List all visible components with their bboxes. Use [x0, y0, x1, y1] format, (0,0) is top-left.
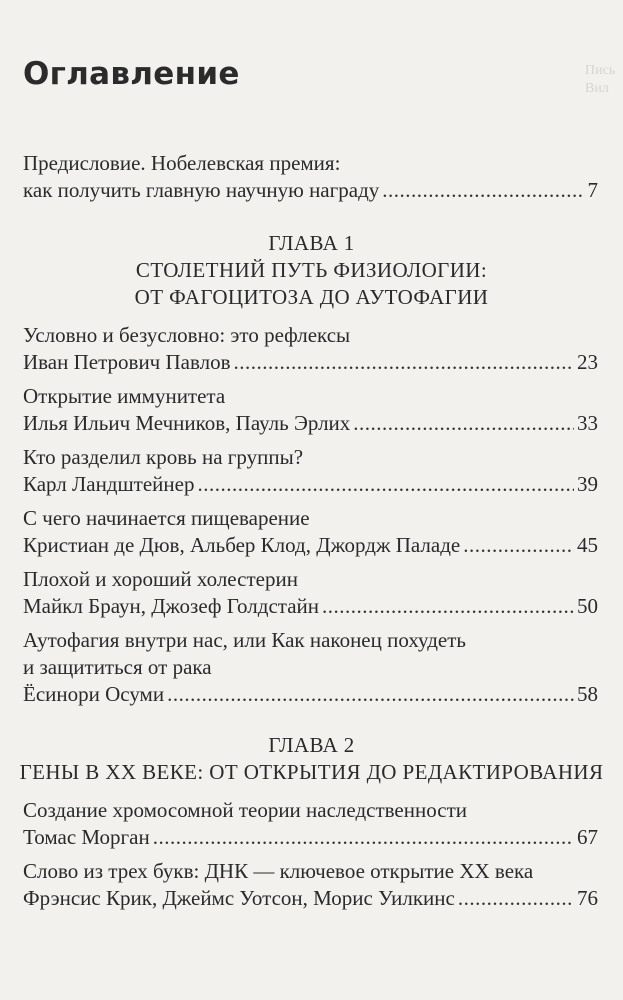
- entry-author: Кристиан де Дюв, Альбер Клод, Джордж Паладе: [23, 533, 461, 557]
- entry-title: Аутофагия внутри нас, или Как наконец похудеть: [23, 628, 466, 652]
- entry-author: Фрэнсис Крик, Джеймс Уотсон, Морис Уилкинс: [23, 886, 455, 910]
- leader-dots: [197, 471, 574, 498]
- chapter-1-title-line: СТОЛЕТНИЙ ПУТЬ ФИЗИОЛОГИИ:: [135, 258, 488, 282]
- toc-entry[interactable]: [23, 505, 598, 559]
- leader-dots: [353, 410, 574, 437]
- entry-title: Кто разделил кровь на группы?: [23, 445, 304, 469]
- toc-entry[interactable]: [23, 858, 598, 912]
- entry-author: Илья Ильич Мечников, Пауль Эрлих: [23, 411, 351, 435]
- entry-title: Открытие иммунитета: [23, 384, 226, 408]
- entry-title: Плохой и хороший холестерин: [23, 567, 298, 591]
- ghost-line: Пись: [585, 63, 616, 78]
- chapter-2-label: ГЛАВА 2: [268, 733, 355, 757]
- entry-author: Карл Ландштейнер: [23, 472, 195, 496]
- page-number: 7: [587, 178, 598, 202]
- entry-subtitle: как получить главную научную награду: [23, 178, 380, 202]
- leader-dots: [322, 593, 574, 620]
- page-number: 67: [577, 825, 598, 849]
- page-number: 58: [577, 682, 598, 706]
- toc-entry[interactable]: [23, 444, 598, 498]
- page-number: 76: [577, 886, 598, 910]
- leader-dots: [458, 885, 574, 912]
- leader-dots: [153, 824, 574, 851]
- leader-dots: [234, 349, 574, 376]
- chapter-1-label: ГЛАВА 1: [268, 231, 355, 255]
- leader-dots: [382, 177, 584, 204]
- page-number: 23: [577, 350, 598, 374]
- toc-entry[interactable]: [23, 383, 598, 437]
- bleed-through-text: [585, 62, 617, 98]
- leader-dots: [463, 532, 574, 559]
- leader-dots: [167, 681, 574, 708]
- ghost-line: Вил: [585, 81, 609, 96]
- page-number: 45: [577, 533, 598, 557]
- toc-entry[interactable]: [23, 627, 598, 708]
- page-title: Оглавление: [23, 56, 240, 92]
- entry-title: Предисловие. Нобелевская премия:: [23, 151, 341, 175]
- entry-author: Майкл Браун, Джозеф Голдстайн: [23, 594, 319, 618]
- entry-title: Слово из трех букв: ДНК — ключевое открытие XX века: [23, 859, 534, 883]
- chapter-2-title-line: ГЕНЫ В XX ВЕКЕ: ОТ ОТКРЫТИЯ ДО РЕДАКТИРОВАНИЯ: [19, 760, 604, 784]
- entry-title: Условно и безусловно: это рефлексы: [23, 323, 351, 347]
- toc-entry[interactable]: [23, 797, 598, 851]
- toc-entry[interactable]: [23, 322, 598, 376]
- entry-title: и защититься от рака: [23, 655, 212, 679]
- entry-title: С чего начинается пищеварение: [23, 506, 310, 530]
- page-number: 50: [577, 594, 598, 618]
- entry-author: Ёсинори Осуми: [23, 682, 165, 706]
- toc-entry[interactable]: [23, 566, 598, 620]
- entry-author: Томас Морган: [23, 825, 150, 849]
- chapter-1-title-line: ОТ ФАГОЦИТОЗА ДО АУТОФАГИИ: [134, 285, 489, 309]
- page-number: 33: [577, 411, 598, 435]
- toc-entry-preface[interactable]: [23, 150, 598, 204]
- entry-title: Создание хромосомной теории наследственности: [23, 798, 467, 822]
- page-number: 39: [577, 472, 598, 496]
- entry-author: Иван Петрович Павлов: [23, 350, 231, 374]
